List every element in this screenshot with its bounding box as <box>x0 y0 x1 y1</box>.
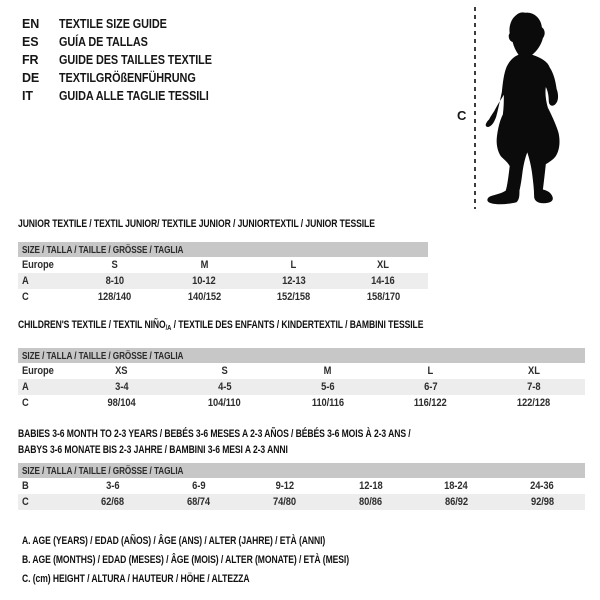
row-label: Europe <box>22 259 54 271</box>
cell-value: S <box>221 365 228 377</box>
cell-value: M <box>323 365 332 377</box>
row-label: C <box>22 397 29 409</box>
junior-title-text: JUNIOR TEXTILE / TEXTIL JUNIOR/ TEXTILE JUNIOR / JUNIORTEXTIL / JUNIOR TESSILE <box>18 218 375 230</box>
cell-value: 6-7 <box>423 381 438 393</box>
cell-value: 18-24 <box>444 480 468 492</box>
cell-value: 110/116 <box>311 397 344 409</box>
size-header-text: SIZE / TALLA / TAILLE / GRÖSSE / TAGLIA <box>22 349 184 362</box>
row-label: Europe <box>22 365 54 377</box>
table-row <box>18 257 428 273</box>
children-size-table <box>18 348 585 411</box>
row-label: B <box>22 480 29 492</box>
cell-value: 92/98 <box>530 496 554 508</box>
table-row <box>18 289 428 305</box>
cell-value: 74/80 <box>273 496 297 508</box>
legend-notes <box>22 531 441 588</box>
cell-value: XL <box>527 365 540 377</box>
cell-value: 116/122 <box>414 397 447 409</box>
cell-value: S <box>111 259 118 271</box>
children-title-pre: CHILDREN'S TEXTILE / TEXTIL NIÑO <box>18 319 166 331</box>
note-b: B. AGE (MONTHS) / EDAD (MESES) / ÂGE (MOIS) / ALTER (MONATE) / ETÀ (MESI) <box>22 553 350 566</box>
table-row <box>18 363 585 379</box>
cell-value: 10-12 <box>192 275 216 287</box>
junior-size-table <box>18 242 428 305</box>
cell-value: 3-6 <box>106 480 120 492</box>
height-measure-label: C <box>457 108 467 123</box>
row-label: A <box>22 275 29 287</box>
babies-size-table <box>18 463 585 510</box>
children-title-sub: /A <box>165 323 172 332</box>
cell-value: XL <box>377 259 390 271</box>
cell-value: 86/92 <box>444 496 468 508</box>
cell-value: 8-10 <box>105 275 124 287</box>
row-label: A <box>22 381 29 393</box>
language-list <box>22 15 235 105</box>
cell-value: 3-4 <box>114 381 129 393</box>
babies-title-line1: BABIES 3-6 MONTH TO 2-3 YEARS / BEBÉS 3-6 MESES A 2-3 AÑOS / BÉBÉS 3-6 MOIS À 2-3 ANS / <box>18 428 411 440</box>
language-row-en <box>22 15 235 33</box>
cell-value: 12-13 <box>281 275 306 287</box>
cell-value: 12-18 <box>358 480 383 492</box>
language-row-fr <box>22 51 235 69</box>
table-row <box>18 379 585 395</box>
note-c: C. (cm) HEIGHT / ALTURA / HAUTEUR / HÖHE / ALTEZZA <box>22 572 250 585</box>
note-a: A. AGE (YEARS) / EDAD (AÑOS) / ÂGE (ANS) / ALTER (JAHRE) / ETÀ (ANNI) <box>22 534 326 547</box>
cell-value: 24-36 <box>530 480 554 492</box>
cell-value: 68/74 <box>187 496 211 508</box>
cell-value: 140/152 <box>187 291 221 303</box>
row-label: C <box>22 291 29 303</box>
language-label: TEXTILE SIZE GUIDE <box>59 17 167 31</box>
table-row <box>18 395 585 411</box>
cell-value: 98/104 <box>107 397 136 409</box>
language-label: GUIDE DES TAILLES TEXTILE <box>59 53 212 67</box>
junior-section-title <box>18 216 476 232</box>
language-row-de <box>22 69 235 87</box>
cell-value: 152/158 <box>277 291 311 303</box>
children-title-post: / TEXTILE DES ENFANTS / KINDERTEXTIL / BAMBINI TESSILE <box>171 319 424 331</box>
cell-value: 5-6 <box>320 381 335 393</box>
height-measure-dashed-line <box>474 7 476 209</box>
table-row <box>18 478 585 494</box>
cell-value: 158/170 <box>366 291 400 303</box>
cell-value: 6-9 <box>192 480 206 492</box>
cell-value: XS <box>115 365 128 377</box>
size-header-text: SIZE / TALLA / TAILLE / GRÖSSE / TAGLIA <box>22 243 184 256</box>
babies-title-line2: BABYS 3-6 MONATE BIS 2-3 JAHRE / BAMBINI 3-6 MESI A 2-3 ANNI <box>18 444 288 456</box>
cell-value: 4-5 <box>217 381 232 393</box>
language-row-es <box>22 33 235 51</box>
language-code: ES <box>22 35 39 49</box>
children-section-title <box>18 317 538 336</box>
language-code: DE <box>22 71 40 85</box>
language-code: FR <box>22 53 39 67</box>
table-row <box>18 494 585 510</box>
cell-value: 122/128 <box>516 397 551 409</box>
language-label: GUIDA ALLE TAGLIE TESSILI <box>59 89 209 103</box>
language-code: IT <box>22 89 33 103</box>
row-label: C <box>22 496 29 508</box>
toddler-silhouette-icon <box>479 2 599 212</box>
language-code: EN <box>22 17 40 31</box>
size-header-bar <box>18 463 585 478</box>
language-label: GUÍA DE TALLAS <box>59 35 148 49</box>
size-header-text: SIZE / TALLA / TAILLE / GRÖSSE / TAGLIA <box>22 464 184 477</box>
cell-value: L <box>290 259 297 271</box>
cell-value: M <box>200 259 209 271</box>
cell-value: 9-12 <box>275 480 294 492</box>
cell-value: 128/140 <box>98 291 132 303</box>
babies-section-title <box>18 426 521 458</box>
cell-value: 62/68 <box>101 496 125 508</box>
size-header-bar <box>18 348 585 363</box>
language-row-it <box>22 87 235 105</box>
cell-value: 104/110 <box>208 397 241 409</box>
cell-value: 14-16 <box>371 275 395 287</box>
cell-value: 80/86 <box>358 496 382 508</box>
language-label: TEXTILGRÖßENFÜHRUNG <box>59 71 196 85</box>
cell-value: 7-8 <box>526 381 541 393</box>
size-header-bar <box>18 242 428 257</box>
table-row <box>18 273 428 289</box>
cell-value: L <box>427 365 434 377</box>
